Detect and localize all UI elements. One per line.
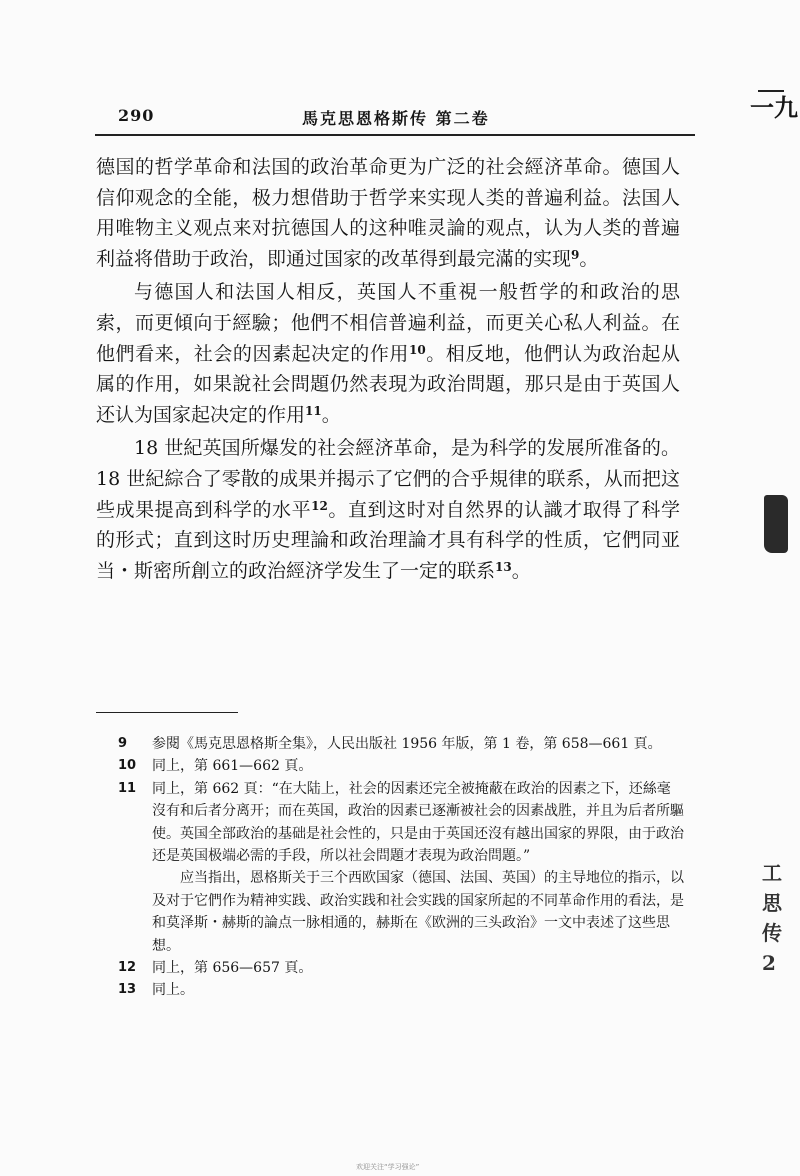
footnote-text: 同上，第 661—662 頁。 [152, 758, 313, 775]
footer-watermark: 欢迎关注“学习强论” [356, 1163, 420, 1171]
paragraph-3 [96, 433, 680, 586]
footnote-9 [118, 733, 684, 755]
paragraph-tail: 。 [579, 247, 599, 270]
footnote-ref: 12 [311, 498, 328, 513]
body-text [96, 152, 680, 589]
footnote-12 [118, 957, 684, 979]
header-rule [95, 134, 695, 136]
footnote-number: 13 [118, 982, 137, 998]
paragraph-2 [96, 277, 680, 430]
footnote-number: 12 [118, 960, 137, 976]
paragraph-tail: 。相反地，他們认为政治起从属的作用，如果說社会問題仍然表現为政治問題，那只是由于英国人还认为国家起决定的作用 [96, 342, 680, 426]
page-number: 290 [118, 106, 155, 125]
footnote-rule [96, 712, 238, 713]
footnote-text: 同上，第 656—657 頁。 [152, 960, 313, 977]
footnote-11 [118, 778, 684, 868]
paragraph-tail: 。直到这时对自然界的认識才取得了科学的形式；直到这时历史理論和政治理論才具有科学的性质，它們同亚当・斯密所創立的政治經济学发生了一定的联系 [96, 498, 680, 582]
footnote-number: 11 [118, 780, 137, 796]
paragraph-text: 德国的哲学革命和法国的政治革命更为广泛的社会經济革命。德国人信仰观念的全能，极力想借助于哲学来实现人类的普遍利益。法国人用唯物主义观点来对抗德国人的这种唯灵論的观点，认为人类的普遍利益将借助于政治，即通过国家的改革得到最完滿的实现 [96, 156, 680, 270]
paragraph-text: 与德国人和法国人相反，英国人不重視一般哲学的和政治的思索，而更傾向于經驗；他們不相信普遍利益，而更关心私人利益。在他們看来，社会的因素起决定的作用 [96, 281, 680, 365]
footnote-ref: 10 [408, 342, 426, 357]
paragraph-1 [96, 152, 680, 274]
footnote-13 [118, 979, 684, 1001]
footnotes [118, 733, 684, 1002]
footnote-ref: 11 [305, 403, 322, 418]
footnote-text: 同上，第 662 頁：“在大陆上，社会的因素还完全被掩蔽在政治的因素之下，还絲毫沒有和后者分离开；而在英国，政治的因素已逐漸被社会的因素战胜，并且为后者所驅使。英国全部政治的基础是社会性的，只是由于英国还沒有越出国家的界限，由于政治还是英国极端必需的手段，所以社会問題才表現为政治問題。” [152, 780, 684, 865]
margin-mark-rule [758, 90, 784, 92]
footnote-11-continuation: 应当指出，恩格斯关于三个西欧国家（德国、法国、英国）的主导地位的指示，以及对于它們作为精神实践、政治实践和社会实践的国家所起的不同革命作用的看法，是和莫泽斯・赫斯的論点一脉相通的，赫斯在《欧洲的三头政治》一文中表述了这些思想。 [152, 870, 684, 954]
footnote-text: 同上。 [152, 982, 194, 999]
ink-blot [764, 495, 788, 553]
footnote-ref: 9 [571, 247, 580, 262]
footnote-number: 10 [118, 758, 137, 774]
footnote-10 [118, 755, 684, 777]
footnote-number: 9 [118, 736, 128, 751]
footnote-ref: 13 [495, 559, 512, 574]
running-title: 馬克思恩格斯传 第二卷 [302, 109, 490, 128]
paragraph-text: 18 世紀英国所爆发的社会經济革命，是为科学的发展所准备的。18 世紀綜合了零散的成果并揭示了它們的合乎規律的联系，从而把这些成果提高到科学的水平 [96, 437, 680, 521]
paragraph-tail: 。 [511, 559, 531, 582]
margin-mark: 一九 [750, 93, 798, 122]
footnote-text: 参閱《馬克思恩格斯全集》，人民出版社 1956 年版，第 1 卷，第 658—661 頁。 [152, 736, 662, 752]
paragraph-tail: 。 [321, 403, 341, 426]
side-text: 工思传2 [762, 861, 782, 975]
